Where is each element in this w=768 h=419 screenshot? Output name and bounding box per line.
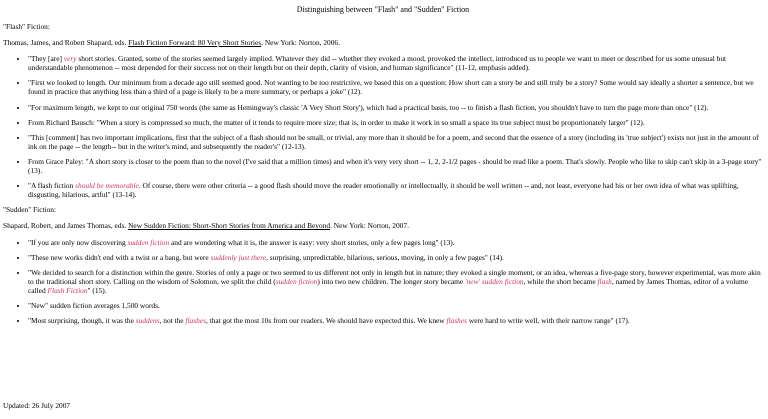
list-item: • "Most surprising, though, it was the suddens, not the flashes, that got the most 10s from our readers. We should have expected this. We knew flashes were hard to write well, with their narrow range" (17). (28, 316, 763, 325)
sudden-heading: "Sudden" Fiction: (3, 205, 57, 215)
emphasis-text: 'new' sudden fiction (465, 276, 524, 286)
list-item: • "These new works didn't end with a twist or a bang, but were suddenly just there, surprising, unpredictable, hilarious, serious, moving, in only a few pages" (14). (28, 253, 763, 262)
emphasis-text: flash (597, 276, 612, 286)
citation-authors: Shapard, Robert, and James Thomas, eds. (3, 221, 129, 231)
list-item: • "They [are] very short stories. Granted, some of the stories seemed largely implied. Whatever they did -- whether they evoked a mood, provoked the intellect, introduced us to people we want to meet or described for us some unusual but understandable phenomenon -- most depended for their success not on their length but on their depth, clarity of vision, and human significance" (11-12, emphasis added). (28, 54, 763, 72)
list-item: • "If you are only now discovering sudden fiction and are wondering what it is, the answer is easy: very short stories, only a few pages long" (13). (28, 238, 763, 247)
list-item: • "For maximum length, we kept to our original 750 words (the same as Hemingway's classic 'A Very Short Story'), which had a practical basis, too -- to finish a flash fiction, you shouldn't have to turn the page more than once" (12). (28, 103, 763, 112)
citation-publisher: . New York: Norton, 2007. (330, 221, 409, 231)
flash-heading: "Flash" Fiction: (3, 22, 50, 31)
list-item: • From Grace Paley: "A short story is closer to the poem than to the novel (I've said that a million times) and when it's very very short -- 1, 2, 2-1/2 pages - should be read like a poem. That's slowly. People who like to skip can't skip in a 3-page story" (13). (28, 157, 763, 175)
emphasis-text: very (63, 54, 77, 64)
emphasis-text: flashes (185, 316, 206, 326)
citation-book-title: Flash Fiction Forward: 80 Very Short Stories (128, 38, 262, 48)
list-item: • "New" sudden fiction averages 1,500 words. (28, 301, 763, 310)
citation-book-title: New Sudden Fiction: Short-Short Stories from America and Beyond (128, 221, 331, 231)
list-item: • "We decided to search for a distinction within the genre. Stories of only a page or two seemed to us different not only in length but in nature; they evoked a single moment, or an idea, whereas a five-page story, however experimental, was more akin to the traditional short story. Calling on the wisdom of Solomon, we split the child (sudden fiction) into two new children. The longer story became 'new' sudden fiction, while the short became flash, named by James Thomas, editor of a volume called Flash Fiction" (15). (28, 268, 763, 295)
list-item: • From Richard Bausch: "When a story is compressed so much, the matter of it tends to require more size; that is, in order to make it work in so small a space its true subject must be proportionately larger" (12). (28, 118, 763, 127)
list-item: • "First we looked to length. Our minimum from a decade ago still seemed good. Not wanting to be too restrictive, we based this on a question: How short can a story be and still truly be a story? Some would say ideally a shorter a sentence, but we found in practice that anything less than a third of a page is likely to be a mere summary, or perhaps a joke" (12). (28, 78, 763, 96)
emphasis-text: flashes (446, 316, 468, 326)
emphasis-text: suddenly just there (210, 252, 267, 262)
list-item: • "A flash fiction should be memorable. Of course, there were other criteria -- a good flash should move the reader emotionally or intellectually, it should be well written -- and, not least, everyone had his or her own idea of what was uplifting, disgusting, hilarious, artful" (13-14). (28, 181, 763, 199)
list-item: • "This [comment] has two important implications, first that the subject of a flash should not be small, or trivial, any more than it should be for a poem, and second that the essence of a story (including its 'true subject') exists not just in the amount of ink on the page -- the length-- but in the writer's mind, and subsequently the reader's" (12-13). (28, 133, 763, 151)
emphasis-text: sudden fiction (275, 276, 318, 286)
emphasis-text: suddens (135, 316, 160, 326)
page-title: Distinguishing between "Flash" and "Sudden" Fiction (296, 5, 470, 14)
flash-citation (3, 38, 763, 47)
citation-publisher: . New York: Norton, 2006. (261, 38, 340, 48)
document-page (3, 5, 763, 331)
sudden-citation (3, 221, 763, 230)
updated-date: Updated: 26 July 2007 (3, 401, 71, 410)
flash-quote-list (3, 54, 763, 199)
citation-authors: Thomas, James, and Robert Shapard, eds. (3, 38, 129, 48)
sudden-quote-list (3, 238, 763, 326)
emphasis-text: should be memorable (75, 181, 139, 191)
emphasis-text: sudden fiction (127, 237, 170, 247)
emphasis-text: Flash Fiction (47, 285, 88, 295)
